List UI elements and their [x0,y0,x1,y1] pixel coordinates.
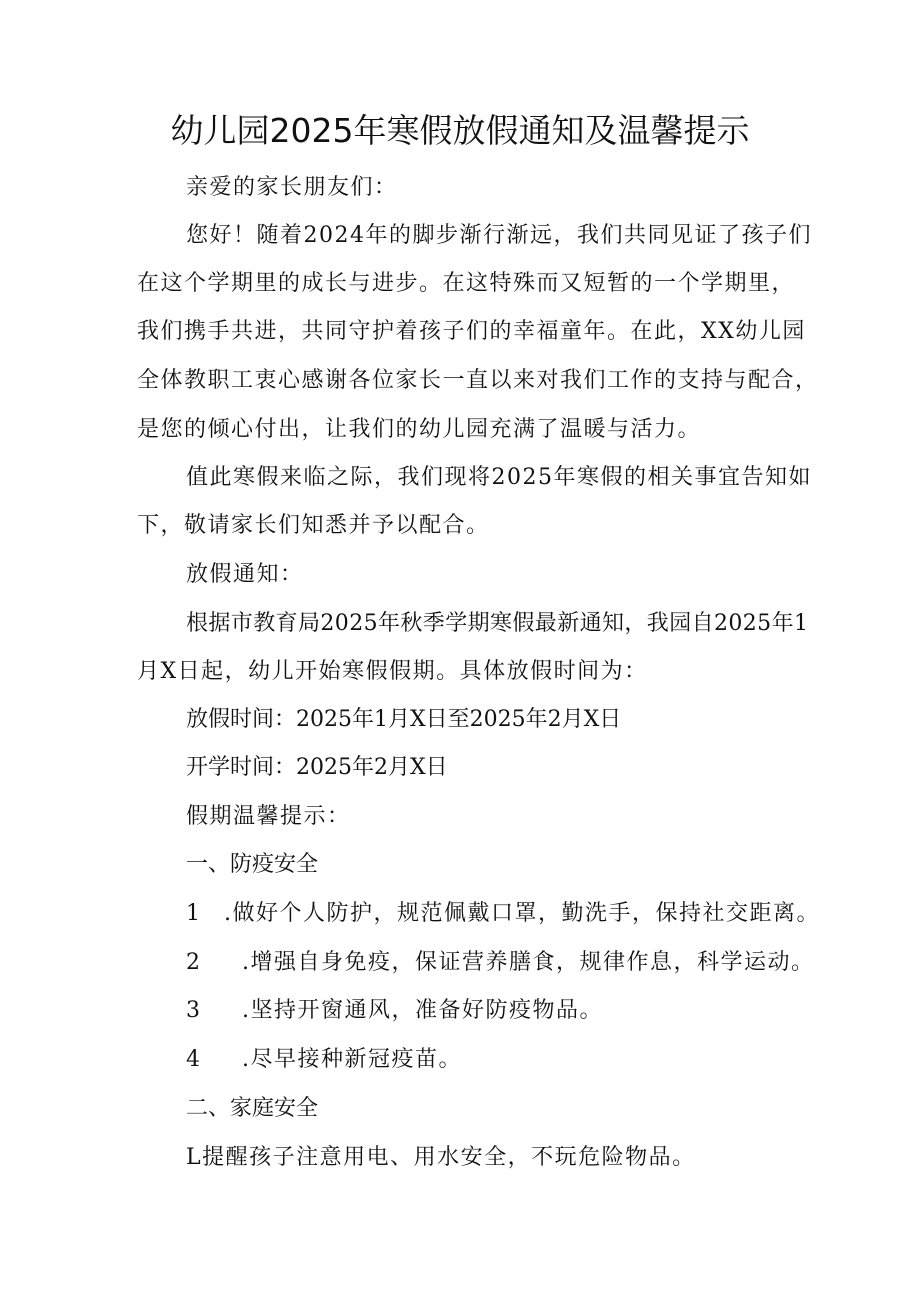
para1-line1: 您好！随着2024年的脚步渐行渐远，我们共同见证了孩子们 [186,223,812,248]
para2-line1: 值此寒假来临之际，我们现将2025年寒假的相关事宜告知如 [186,465,812,490]
tips-heading: 假期温馨提示： [186,804,351,829]
section1-heading: 一、防疫安全 [186,852,319,877]
item-number: 2 [186,950,202,975]
section1-item-4 [186,1045,462,1075]
item-text: .坚持开窗通风，准备好防疫物品。 [242,998,603,1023]
para1-line5: 是您的倾心付出，让我们的幼儿园充满了温暖与活力。 [137,417,702,442]
section1-item-3 [186,996,603,1026]
section1-item-1 [186,899,820,929]
item-number: 4 [186,1047,202,1072]
section2-item-1: L提醒孩子注意用电、用水安全，不玩危险物品。 [186,1145,696,1170]
notice-heading: 放假通知： [186,562,304,587]
item-number: 1 [186,901,202,926]
item-number: 3 [186,998,202,1023]
section1-item-2 [186,948,815,978]
section2-heading: 二、家庭安全 [186,1096,319,1121]
school-start-time: 开学时间：2025年2月X日 [186,755,448,780]
document-title: 幼儿园2025年寒假放假通知及温馨提示 [170,111,750,150]
item-text: .做好个人防护，规范佩戴口罩，勤洗手，保持社交距离。 [224,901,820,926]
para3-line1: 根据市教育局2025年秋季学期寒假最新通知，我园自2025年1 [186,611,809,636]
item-text: .尽早接种新冠疫苗。 [242,1047,462,1072]
para1-line2: 在这个学期里的成长与进步。在这特殊而又短暂的一个学期里， [137,271,796,296]
para1-line3: 我们携手共进，共同守护着孩子们的幸福童年。在此，XX幼儿园 [137,319,806,344]
para3-line2: 月X日起，幼儿开始寒假假期。具体放假时间为： [137,659,648,684]
holiday-time: 放假时间：2025年1月X日至2025年2月X日 [186,707,622,732]
para1-line4: 全体教职工衷心感谢各位家长一直以来对我们工作的支持与配合， [137,368,819,393]
item-text: .增强自身免疫，保证营养膳食，规律作息，科学运动。 [242,950,815,975]
greeting: 亲爱的家长朋友们： [186,175,398,200]
para2-line2: 下，敬请家长们知悉并予以配合。 [137,513,490,538]
